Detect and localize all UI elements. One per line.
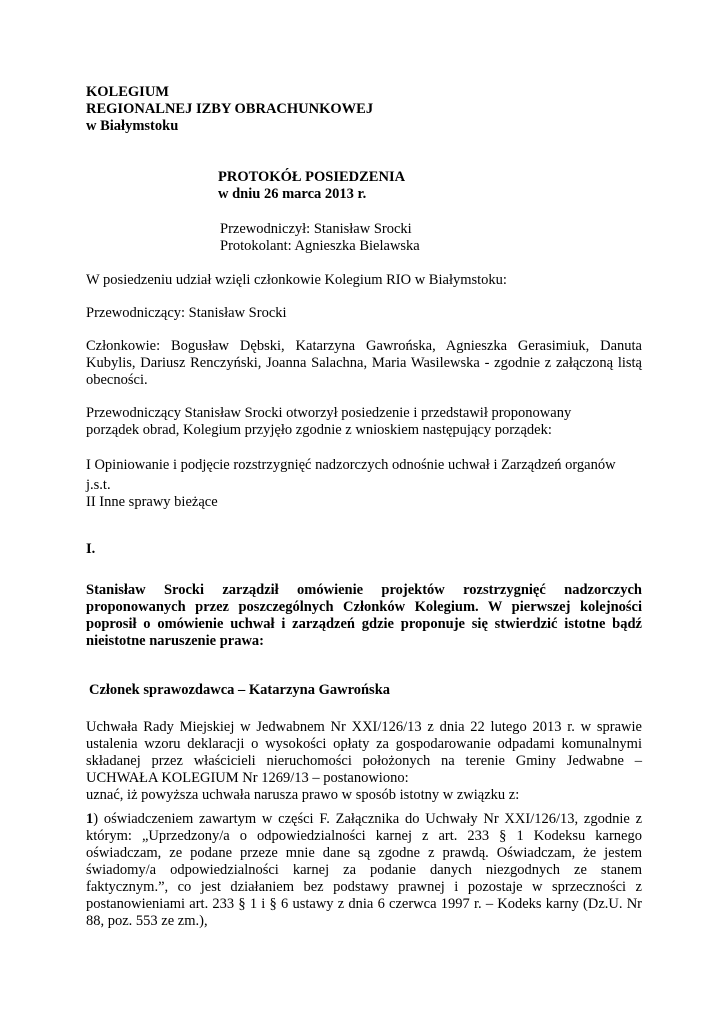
point-1-line: oświadczam, ze podane przeze mnie dane są zgodne z prawdą. Oświadczam, że jestem [86,845,642,861]
opening-paragraph [86,405,642,439]
participants-intro: W posiedzeniu udział wzięli członkowie Kolegium RIO w Białymstoku: [86,272,507,288]
point-1-line: 88, poz. 553 ze zm.), [86,913,208,929]
recorder-line: Protokolant: Agnieszka Bielawska [220,238,420,254]
institution-header [86,84,642,135]
resolution-paragraph [86,719,642,804]
members-line: obecności. [86,372,148,388]
point-1-first-text: ) oświadczeniem zawartym w części F. Załącznika do Uchwały Nr XXI/126/13, zgodnie z [93,811,642,827]
header-line-3: w Białymstoku [86,118,179,134]
resolution-line: uznać, iż powyższa uchwała narusza prawo w sposób istotny w związku z: [86,787,520,803]
point-1-line: faktycznym.”, co jest działaniem bez podstawy prawnej i pozostaje w sprzeczności z [86,879,642,895]
point-1-line: postanowieniami art. 233 § 1 i § 6 ustawy z dnia 6 czerwca 1997 r. – Kodeks karny (Dz.U. Nr [86,896,642,912]
opening-line: Przewodniczący Stanisław Srocki otworzył posiedzenie i przedstawił proponowany [86,405,572,421]
members-line: Członkowie: Bogusław Dębski, Katarzyna Gawrońska, Agnieszka Gerasimiuk, Danuta [86,338,642,354]
protocol-title-block [218,169,518,203]
agenda-list [86,457,642,511]
point-1-number: 1 [86,811,94,827]
protocol-title: PROTOKÓŁ POSIEDZENIA [218,169,406,185]
bold-paragraph-line: poprosił o omówienie uchwał i zarządzeń gdzie proponuje się stwierdzić istotne bądź [86,616,642,632]
point-1-line [86,811,642,828]
members-line: Kubylis, Dariusz Renczyński, Joanna Salachna, Maria Wasilewska - zgodnie z załączoną listą [86,355,642,371]
resolution-line: ustalenia wzoru deklaracji o wysokości opłaty za gospodarowanie odpadami komunalnymi [86,736,642,752]
rapporteur-heading: Członek sprawozdawca – Katarzyna Gawrońska [89,682,391,698]
resolution-line: UCHWAŁA KOLEGIUM Nr 1269/13 – postanowiono: [86,770,409,786]
header-line-2: REGIONALNEJ IZBY OBRACHUNKOWEJ [86,101,374,117]
chairman-line: Przewodniczący: Stanisław Srocki [86,305,287,321]
resolution-line: składanej przez właścicieli nieruchomości położonych na terenie Gminy Jedwabne – [86,753,642,769]
point-1-paragraph [86,811,642,930]
agenda-item: I Opiniowanie i podjęcie rozstrzygnięć nadzorczych odnośnie uchwał i Zarządzeń organów [86,457,616,473]
members-paragraph [86,338,642,389]
bold-paragraph-line: Stanisław Srocki zarządził omówienie projektów rozstrzygnięć nadzorczych [86,582,642,598]
agenda-item-continuation: j.s.t. [86,477,111,493]
resolution-line: Uchwała Rady Miejskiej w Jedwabnem Nr XXI/126/13 z dnia 22 lutego 2013 r. w sprawie [86,719,642,735]
bold-paragraph-line: proponowanych przez poszczególnych Członków Kolegium. W pierwszej kolejności [86,599,642,615]
bold-paragraph-line: nieistotne naruszenie prawa: [86,633,265,649]
chair-line: Przewodniczył: Stanisław Srocki [220,221,412,237]
section-heading: I. [86,541,96,557]
header-line-1: KOLEGIUM [86,84,169,100]
agenda-item: II Inne sprawy bieżące [86,494,218,510]
bold-paragraph [86,582,642,650]
protocol-officers [220,221,540,255]
protocol-date: w dniu 26 marca 2013 r. [218,186,367,202]
opening-line: porządek obrad, Kolegium przyjęło zgodnie z wnioskiem następujący porządek: [86,422,552,438]
point-1-line: którym: „Uprzedzony/a o odpowiedzialności karnej z art. 233 § 1 Kodeksu karnego [86,828,642,844]
point-1-line: świadomy/a odpowiedzialności karnej za podanie danych niezgodnych ze stanem [86,862,642,878]
